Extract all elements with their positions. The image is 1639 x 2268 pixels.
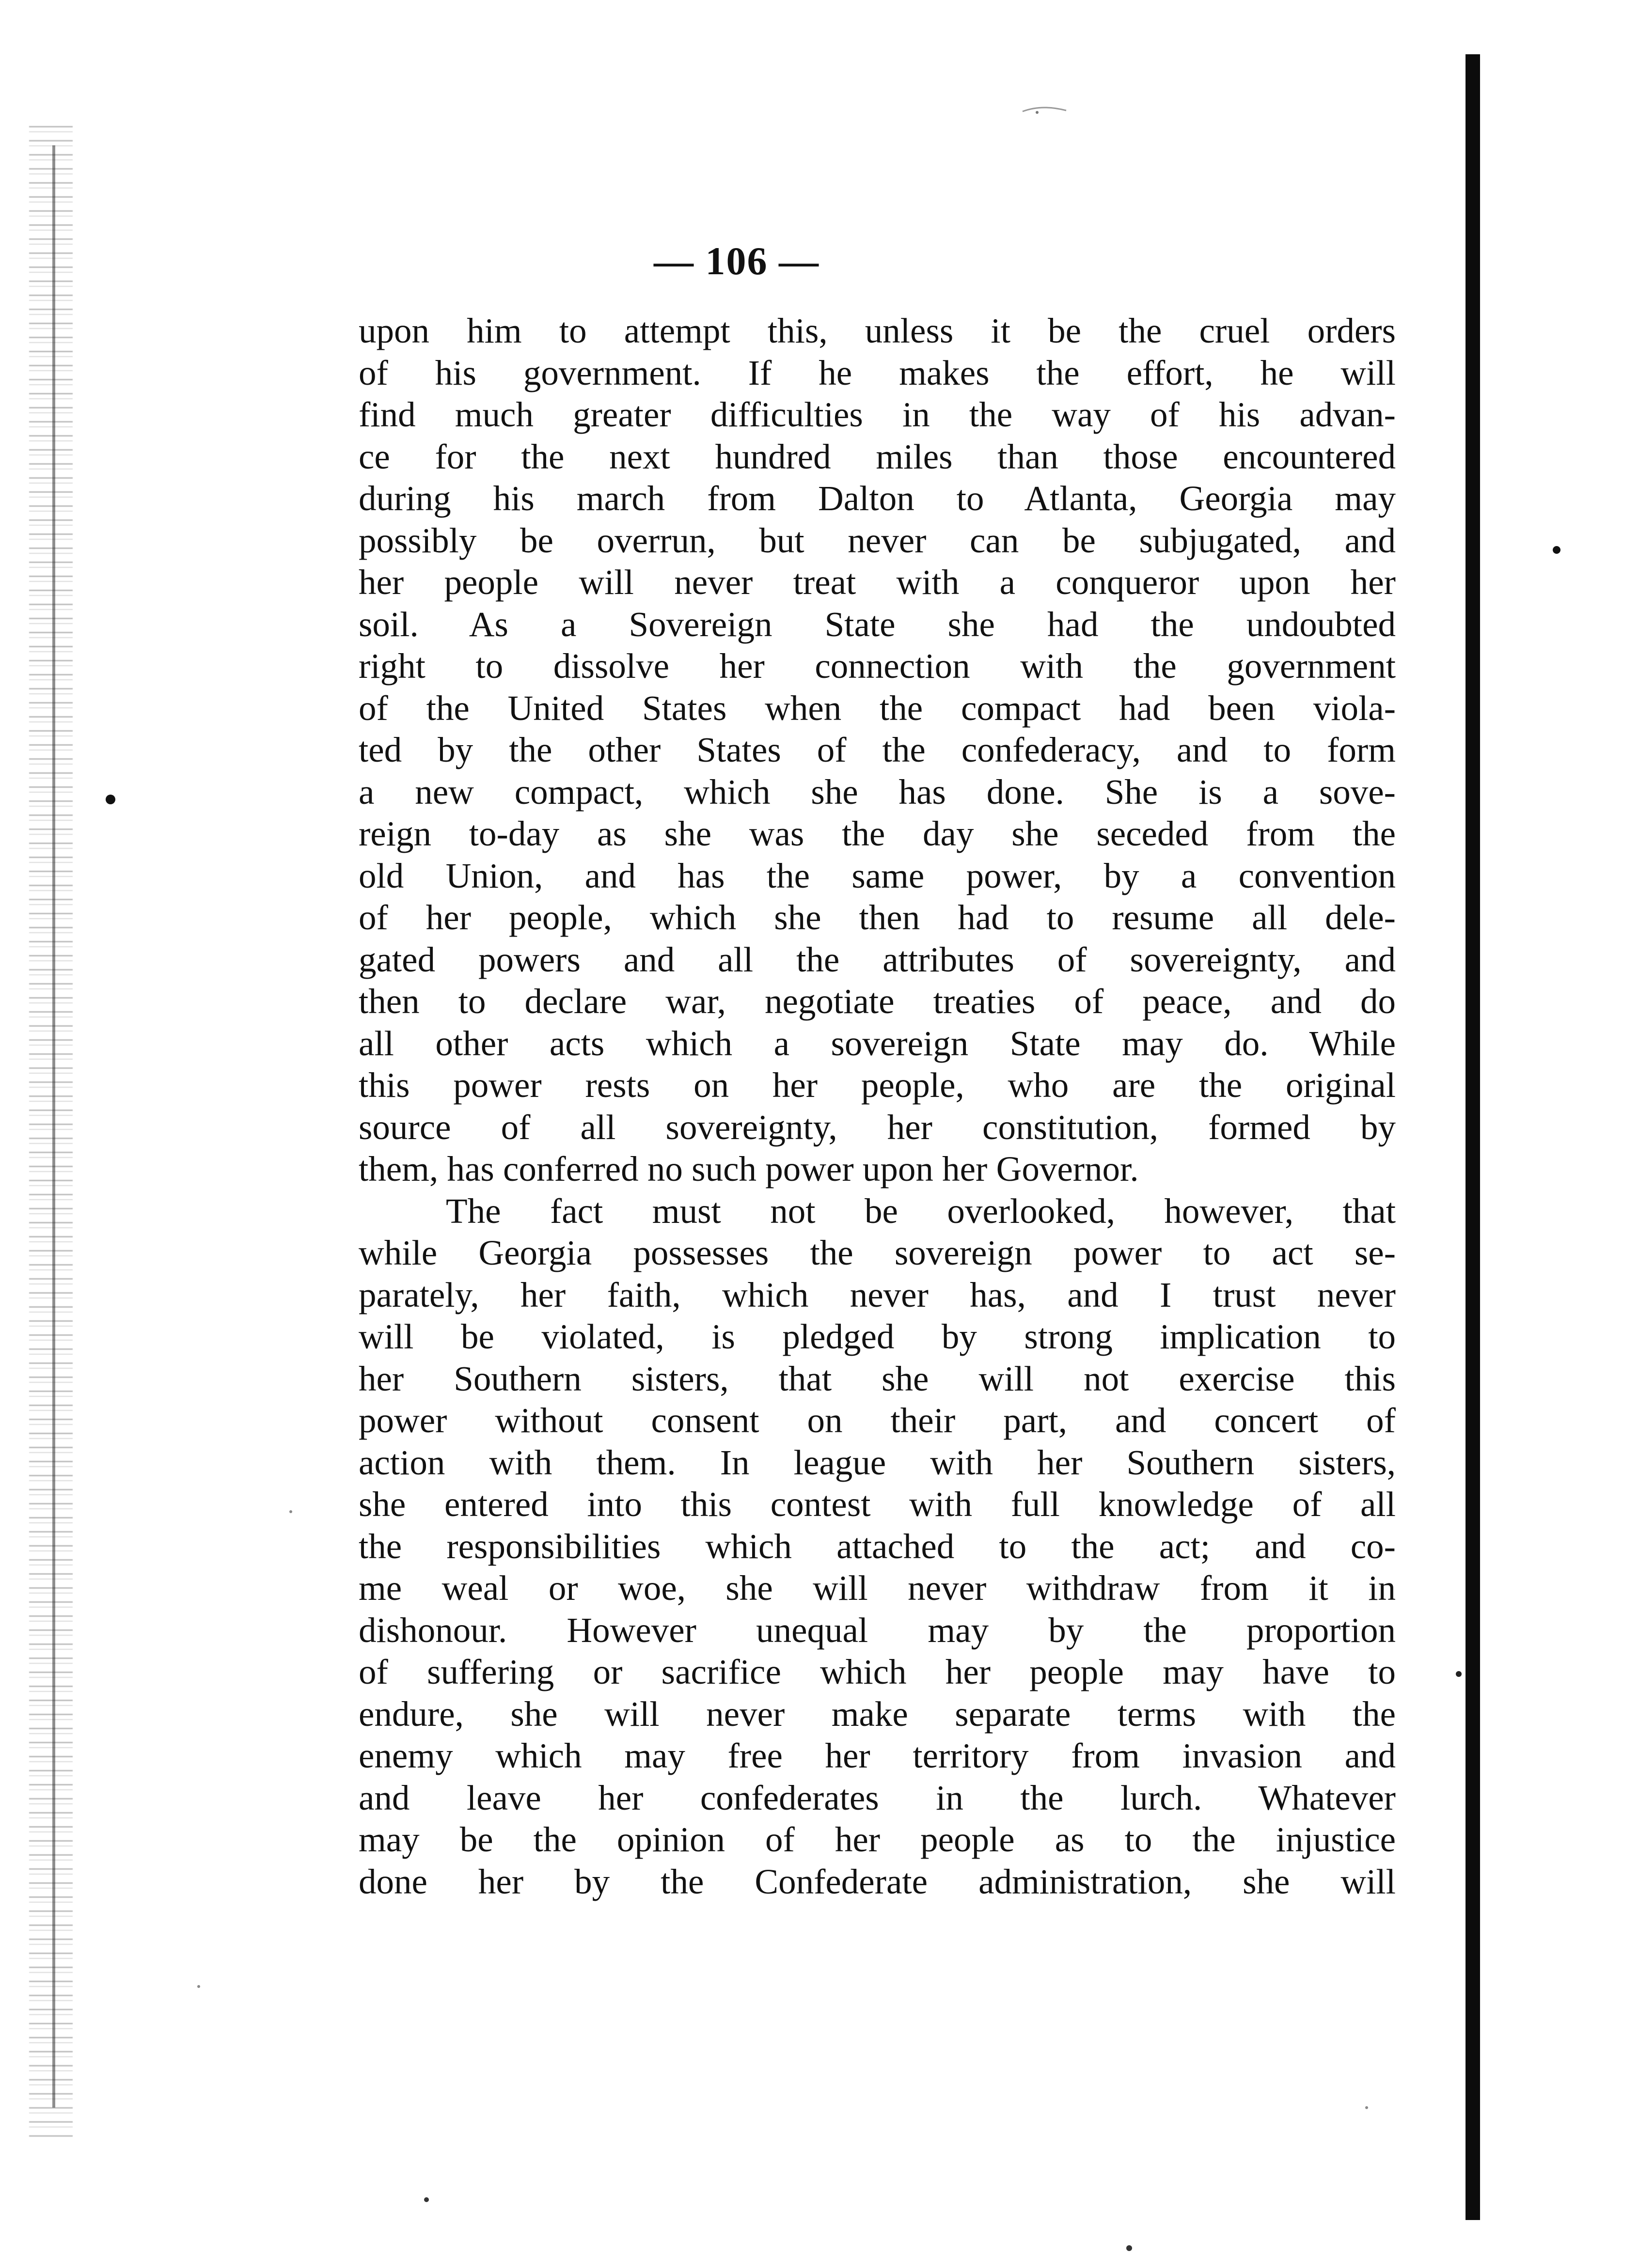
text-line: soil. As a Sovereign State she had the undoubted (359, 604, 1396, 644)
text-line: of the United States when the compact had been viola- (359, 688, 1396, 728)
text-line: dishonour. However unequal may by the proportion (359, 1610, 1396, 1650)
text-line: she entered into this contest with full knowledge of all (359, 1485, 1396, 1524)
text-line: endure, she will never make separate terms with the (359, 1694, 1396, 1734)
text-line: during his march from Dalton to Atlanta, Georgia may (359, 479, 1396, 518)
text-line: ce for the next hundred miles than those encountered (359, 437, 1396, 476)
text-line: may be the opinion of her people as to the injustice (359, 1820, 1396, 1859)
text-line: of suffering or sacrifice which her people may have to (359, 1652, 1396, 1691)
text-line: find much greater difficulties in the way of his advan- (359, 395, 1396, 434)
text-line: right to dissolve her connection with the government (359, 646, 1396, 686)
text-line: this power rests on her people, who are the original (359, 1065, 1396, 1105)
text-line: source of all sovereignty, her constitution, formed by (359, 1107, 1396, 1147)
text-line: of his government. If he makes the effort, he will (359, 353, 1396, 392)
text-line: done her by the Confederate administration, she will (359, 1861, 1396, 1901)
text-line: of her people, which she then had to resume all dele- (359, 898, 1396, 937)
text-line: possibly be overrun, but never can be subjugated, and (359, 520, 1396, 560)
text-line: parately, her faith, which never has, and I trust never (359, 1275, 1396, 1314)
binding-gutter-edge (52, 145, 55, 2108)
text-line: action with them. In league with her Southern sisters, (359, 1442, 1396, 1482)
body-text (359, 310, 1396, 1903)
text-line: power without consent on their part, and concert of (359, 1401, 1396, 1440)
text-line: enemy which may free her territory from invasion and (359, 1736, 1396, 1775)
text-line: them, has conferred no such power upon her Governor. (359, 1149, 1139, 1189)
text-line: ted by the other States of the confederacy, and to form (359, 730, 1396, 769)
text-line: reign to-day as she was the day she seceded from the (359, 814, 1396, 853)
text-line: a new compact, which she has done. She is a sove- (359, 772, 1396, 812)
text-line: old Union, and has the same power, by a convention (359, 856, 1396, 895)
text-line: upon him to attempt this, unless it be the cruel orders (359, 311, 1396, 350)
text-line: her people will never treat with a conqueror upon her (359, 563, 1396, 602)
text-line: her Southern sisters, that she will not exercise this (359, 1359, 1396, 1398)
text-line: then to declare war, negotiate treaties of peace, and do (359, 982, 1396, 1021)
text-line: me weal or woe, she will never withdraw from it in (359, 1568, 1396, 1608)
text-line: and leave her confederates in the lurch. Whatever (359, 1778, 1396, 1817)
page-number: — 106 — (654, 239, 820, 283)
text-line: all other acts which a sovereign State may do. While (359, 1023, 1396, 1063)
page-edge-rule (1466, 54, 1480, 2220)
text-line: The fact must not be overlooked, however, that (446, 1191, 1396, 1231)
text-line: gated powers and all the attributes of sovereignty, and (359, 939, 1396, 979)
text-line: will be violated, is pledged by strong implication to (359, 1317, 1396, 1356)
binding-gutter-shadow (29, 126, 73, 2137)
text-line: the responsibilities which attached to the act; and co- (359, 1526, 1396, 1566)
text-line: while Georgia possesses the sovereign power to act se- (359, 1233, 1396, 1272)
